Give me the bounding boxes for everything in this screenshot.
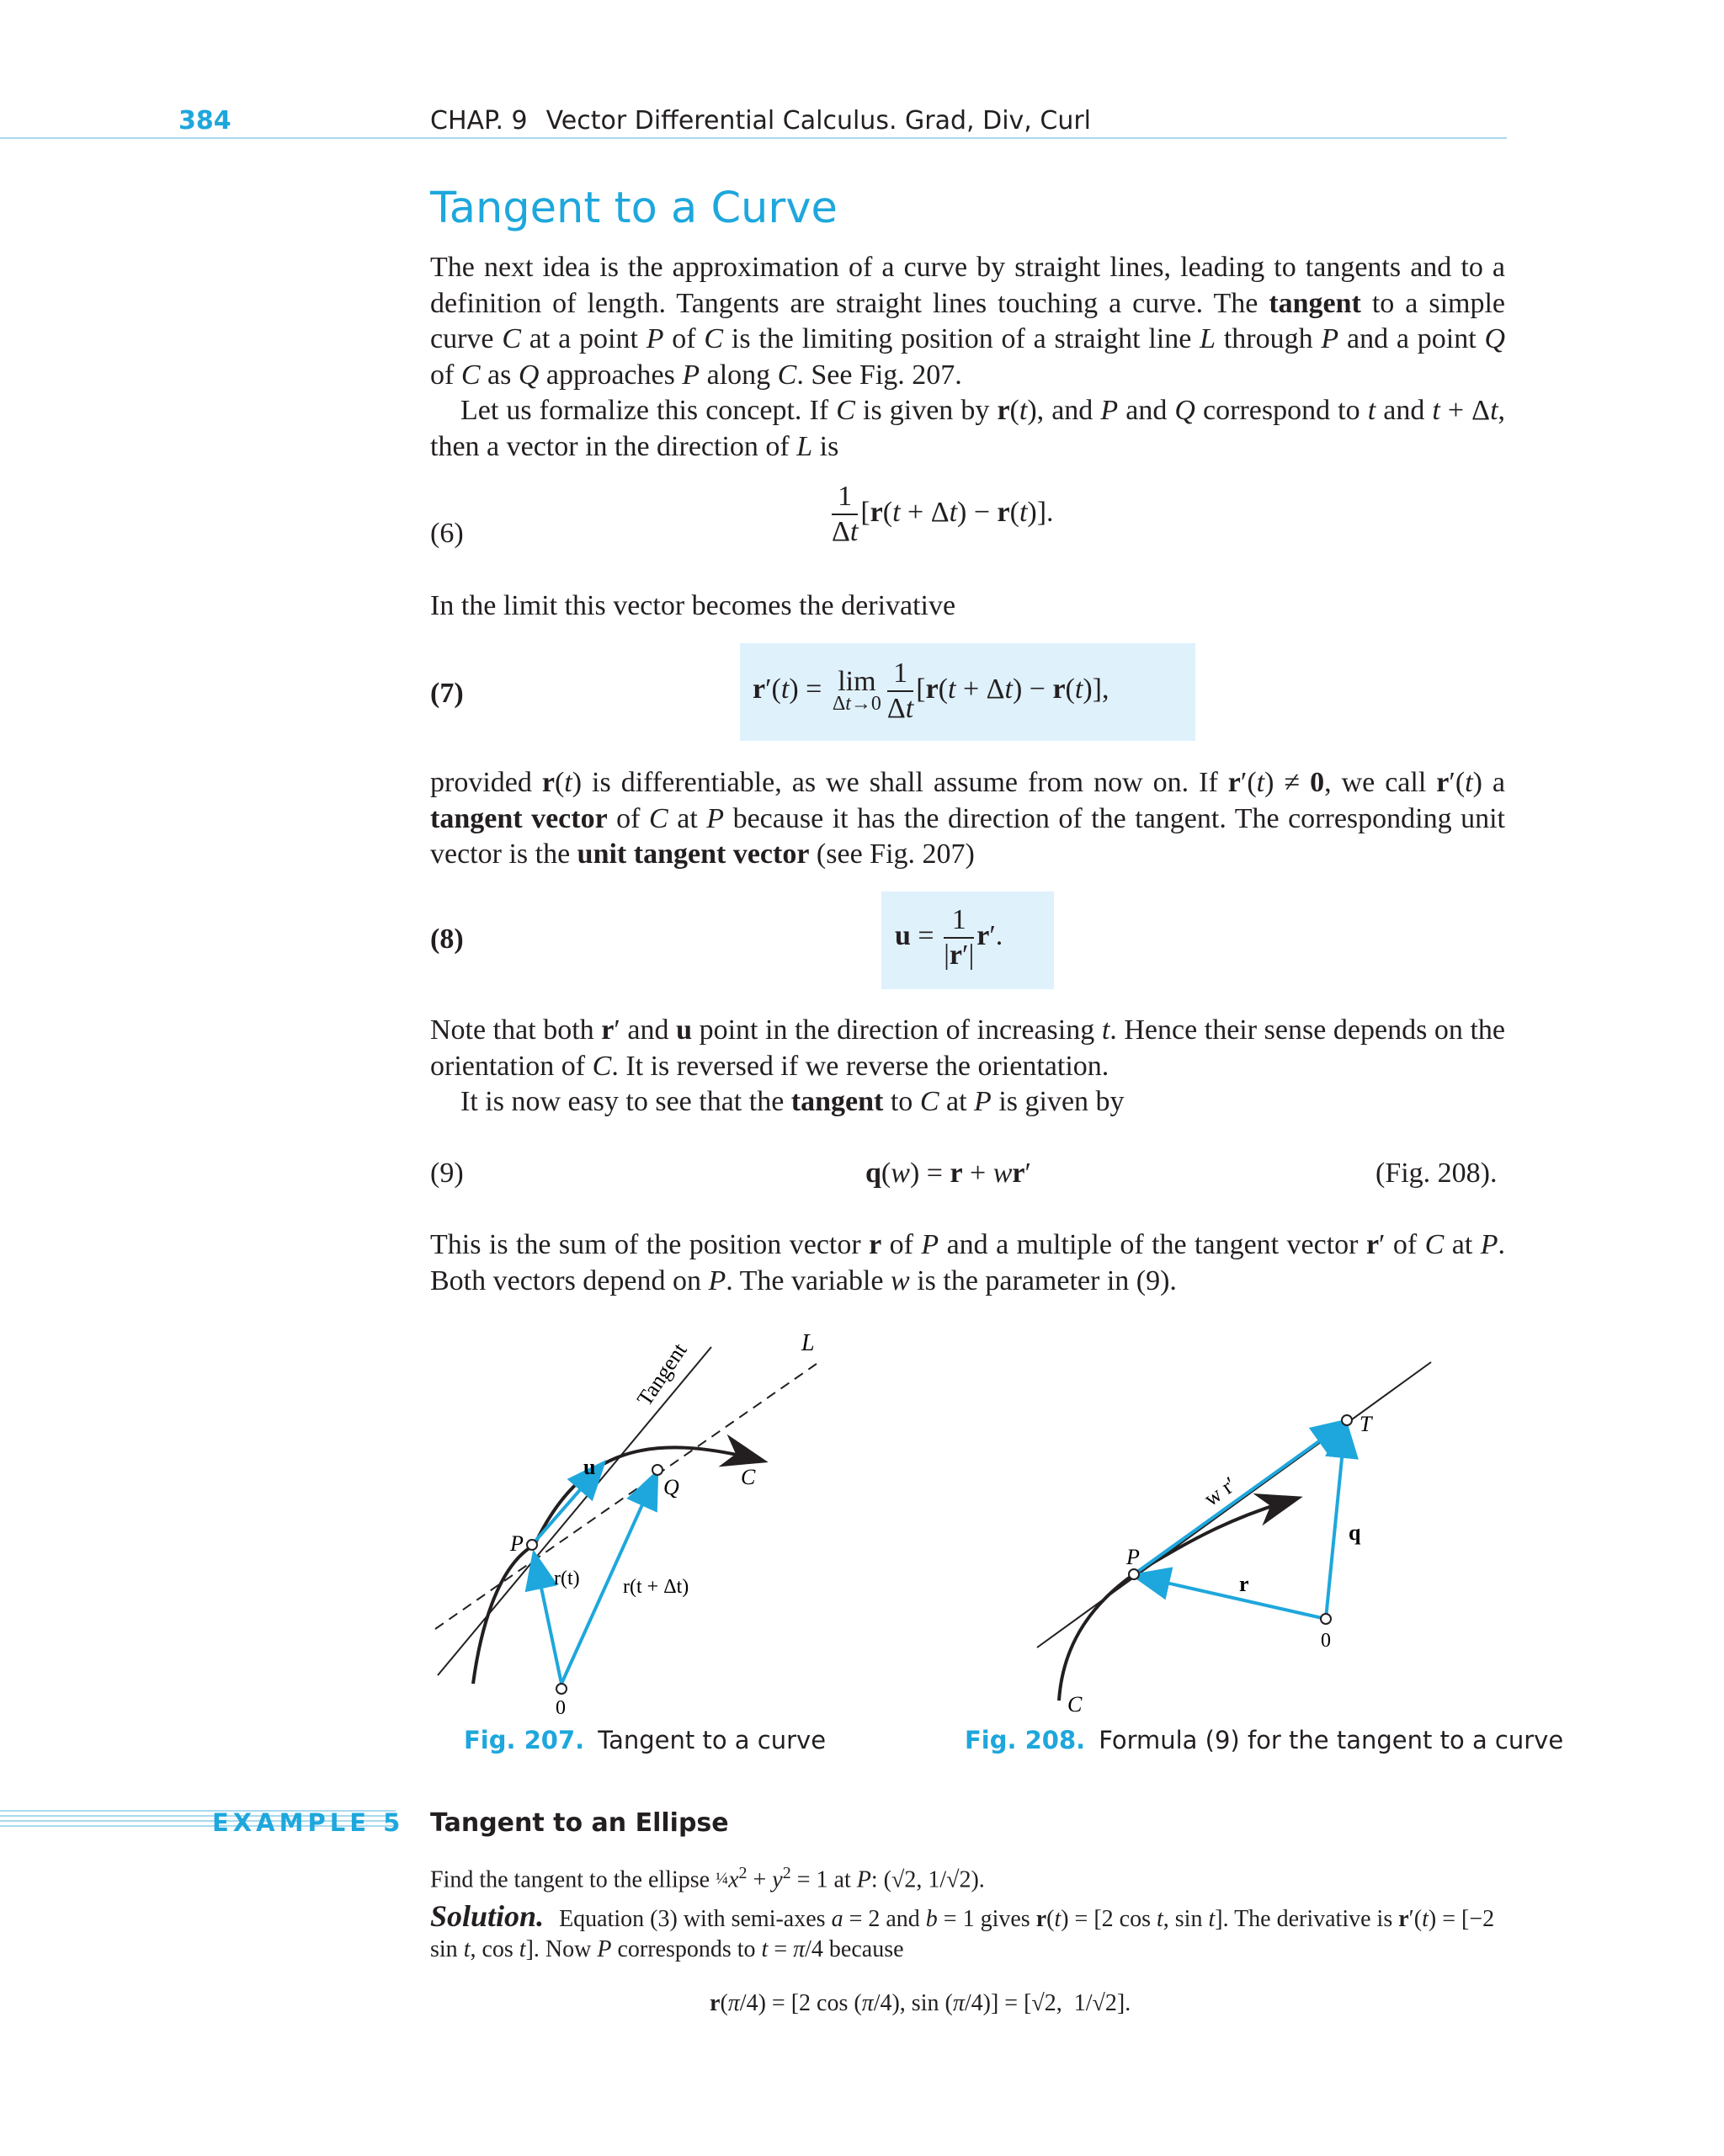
label-T: T	[1360, 1412, 1372, 1436]
header-rule	[0, 137, 1507, 139]
label-P-fig208: P	[1126, 1545, 1140, 1569]
paragraph-formalize: Let us formalize this concept. If C is given by r(t), and P and Q correspond to t and t + Δt, then a vector in the direction of L is	[430, 395, 1506, 462]
figure-207-caption: Fig. 207. Tangent to a curve	[464, 1726, 827, 1754]
label-Q: Q	[663, 1475, 679, 1499]
label-L: L	[801, 1330, 815, 1356]
curve-C	[473, 1447, 762, 1684]
point-T	[1342, 1415, 1352, 1425]
figure-208-caption: Fig. 208. Formula (9) for the tangent to a curve	[965, 1726, 1564, 1754]
section-title: Tangent to a Curve	[430, 184, 838, 233]
label-P: P	[510, 1531, 524, 1556]
eq-number-9: (9)	[430, 1158, 464, 1189]
equation-6: $\frac{1}{\Delta t}$ [r(t + Δt) − r(t)].	[832, 481, 1054, 547]
curve-C-fig208	[1059, 1499, 1296, 1701]
figure-208	[1027, 1347, 1448, 1717]
figure-207	[421, 1330, 825, 1717]
label-origin-fig208: 0	[1321, 1630, 1331, 1652]
label-r-fig208: r	[1239, 1572, 1249, 1596]
point-P-fig208	[1129, 1569, 1139, 1579]
paragraph-orientation: Note that both r′ and u point in the direction of increasing t. Hence their sense depends on the orientation of C. It is reversed if we reverse the orientation. It is now easy to see that the tangent to C at P is given by	[430, 1014, 1505, 1117]
paragraph-limit: In the limit this vector becomes the derivative	[430, 590, 956, 621]
label-tangent: Tangent	[631, 1339, 692, 1411]
label-u: u	[583, 1455, 596, 1479]
label-C: C	[741, 1465, 756, 1489]
example-solution: Solution. Equation (3) with semi-axes a = 2 and b = 1 gives r(t) = [2 cos t, sin t]. The derivative is r′(t) = [−2 sin t, cos t]. Now P corresponds to t = π/4 because	[430, 1899, 1495, 1962]
point-P	[527, 1540, 537, 1550]
vector-r	[1136, 1576, 1326, 1619]
origin-point-fig208	[1321, 1614, 1331, 1624]
paragraph-sum: This is the sum of the position vector r of P and a multiple of the tangent vector r′ of C at P. Both vectors depend on P. The variable w is the parameter in (9).	[430, 1229, 1505, 1296]
example-equation: r(π/4) = [2 cos (π/4), sin (π/4)] = [√2, 1/√2].	[710, 1990, 1131, 2016]
intro-paragraph	[430, 250, 1505, 465]
chapter-label: CHAP. 9	[430, 106, 528, 136]
fig-reference: (Fig. 208).	[1375, 1158, 1498, 1189]
eq-number-6: (6)	[430, 518, 464, 549]
example-title: Tangent to an Ellipse	[430, 1808, 729, 1838]
equation-9: q(w) = r + wr′	[865, 1158, 1031, 1189]
page-number: 384	[178, 106, 231, 136]
equation-7: r′(t) = lim Δt→0 $\frac{1}{\Delta t}$ [r(t + Δt) − r(t)],	[753, 657, 1109, 724]
point-Q	[652, 1465, 662, 1475]
label-r-t-dt: r(t + Δt)	[623, 1576, 689, 1598]
label-w-r-prime: w r′	[1199, 1472, 1241, 1511]
label-origin: 0	[556, 1697, 566, 1717]
running-header	[430, 106, 1091, 136]
tangent-line	[438, 1347, 711, 1675]
example-problem: Find the tangent to the ellipse $\frac{1}{4}x^2 + y^2 = 1$ at P: (√2, 1/√2).	[430, 1864, 985, 1893]
paragraph-tangent-vector: provided r(t) is differentiable, as we shall assume from now on. If r′(t) ≠ 0, we call r′(t) a tangent vector of C at P because it has the direction of the tangent. The corresponding unit vector is the unit tangent vector (see Fig. 207)	[430, 767, 1506, 870]
vector-q	[1326, 1424, 1345, 1619]
equation-8: u = $\frac{1}{|r'|}$ r′.	[895, 904, 1003, 971]
origin-point	[556, 1684, 567, 1694]
label-q: q	[1349, 1520, 1361, 1545]
vector-w-r-prime	[1134, 1422, 1346, 1574]
chapter-title: Vector Differential Calculus. Grad, Div, Curl	[545, 106, 1091, 136]
eq-number-7: (7)	[430, 678, 464, 709]
label-C-fig208: C	[1067, 1692, 1083, 1717]
tangent-line-fig208	[1037, 1362, 1431, 1648]
example-label: EXAMPLE 5	[212, 1808, 405, 1837]
label-r-t: r(t)	[554, 1568, 580, 1589]
paragraph-tangent-definition: The next idea is the approximation of a curve by straight lines, leading to tangents and to a definition of length. Tangents are straight lines touching a curve. The tangent to a simple curve C at a point P of C is the limiting position of a straight line L through P and a point Q of C as Q approaches P along C. See Fig. 207.	[430, 252, 1506, 391]
eq-number-8: (8)	[430, 924, 464, 955]
